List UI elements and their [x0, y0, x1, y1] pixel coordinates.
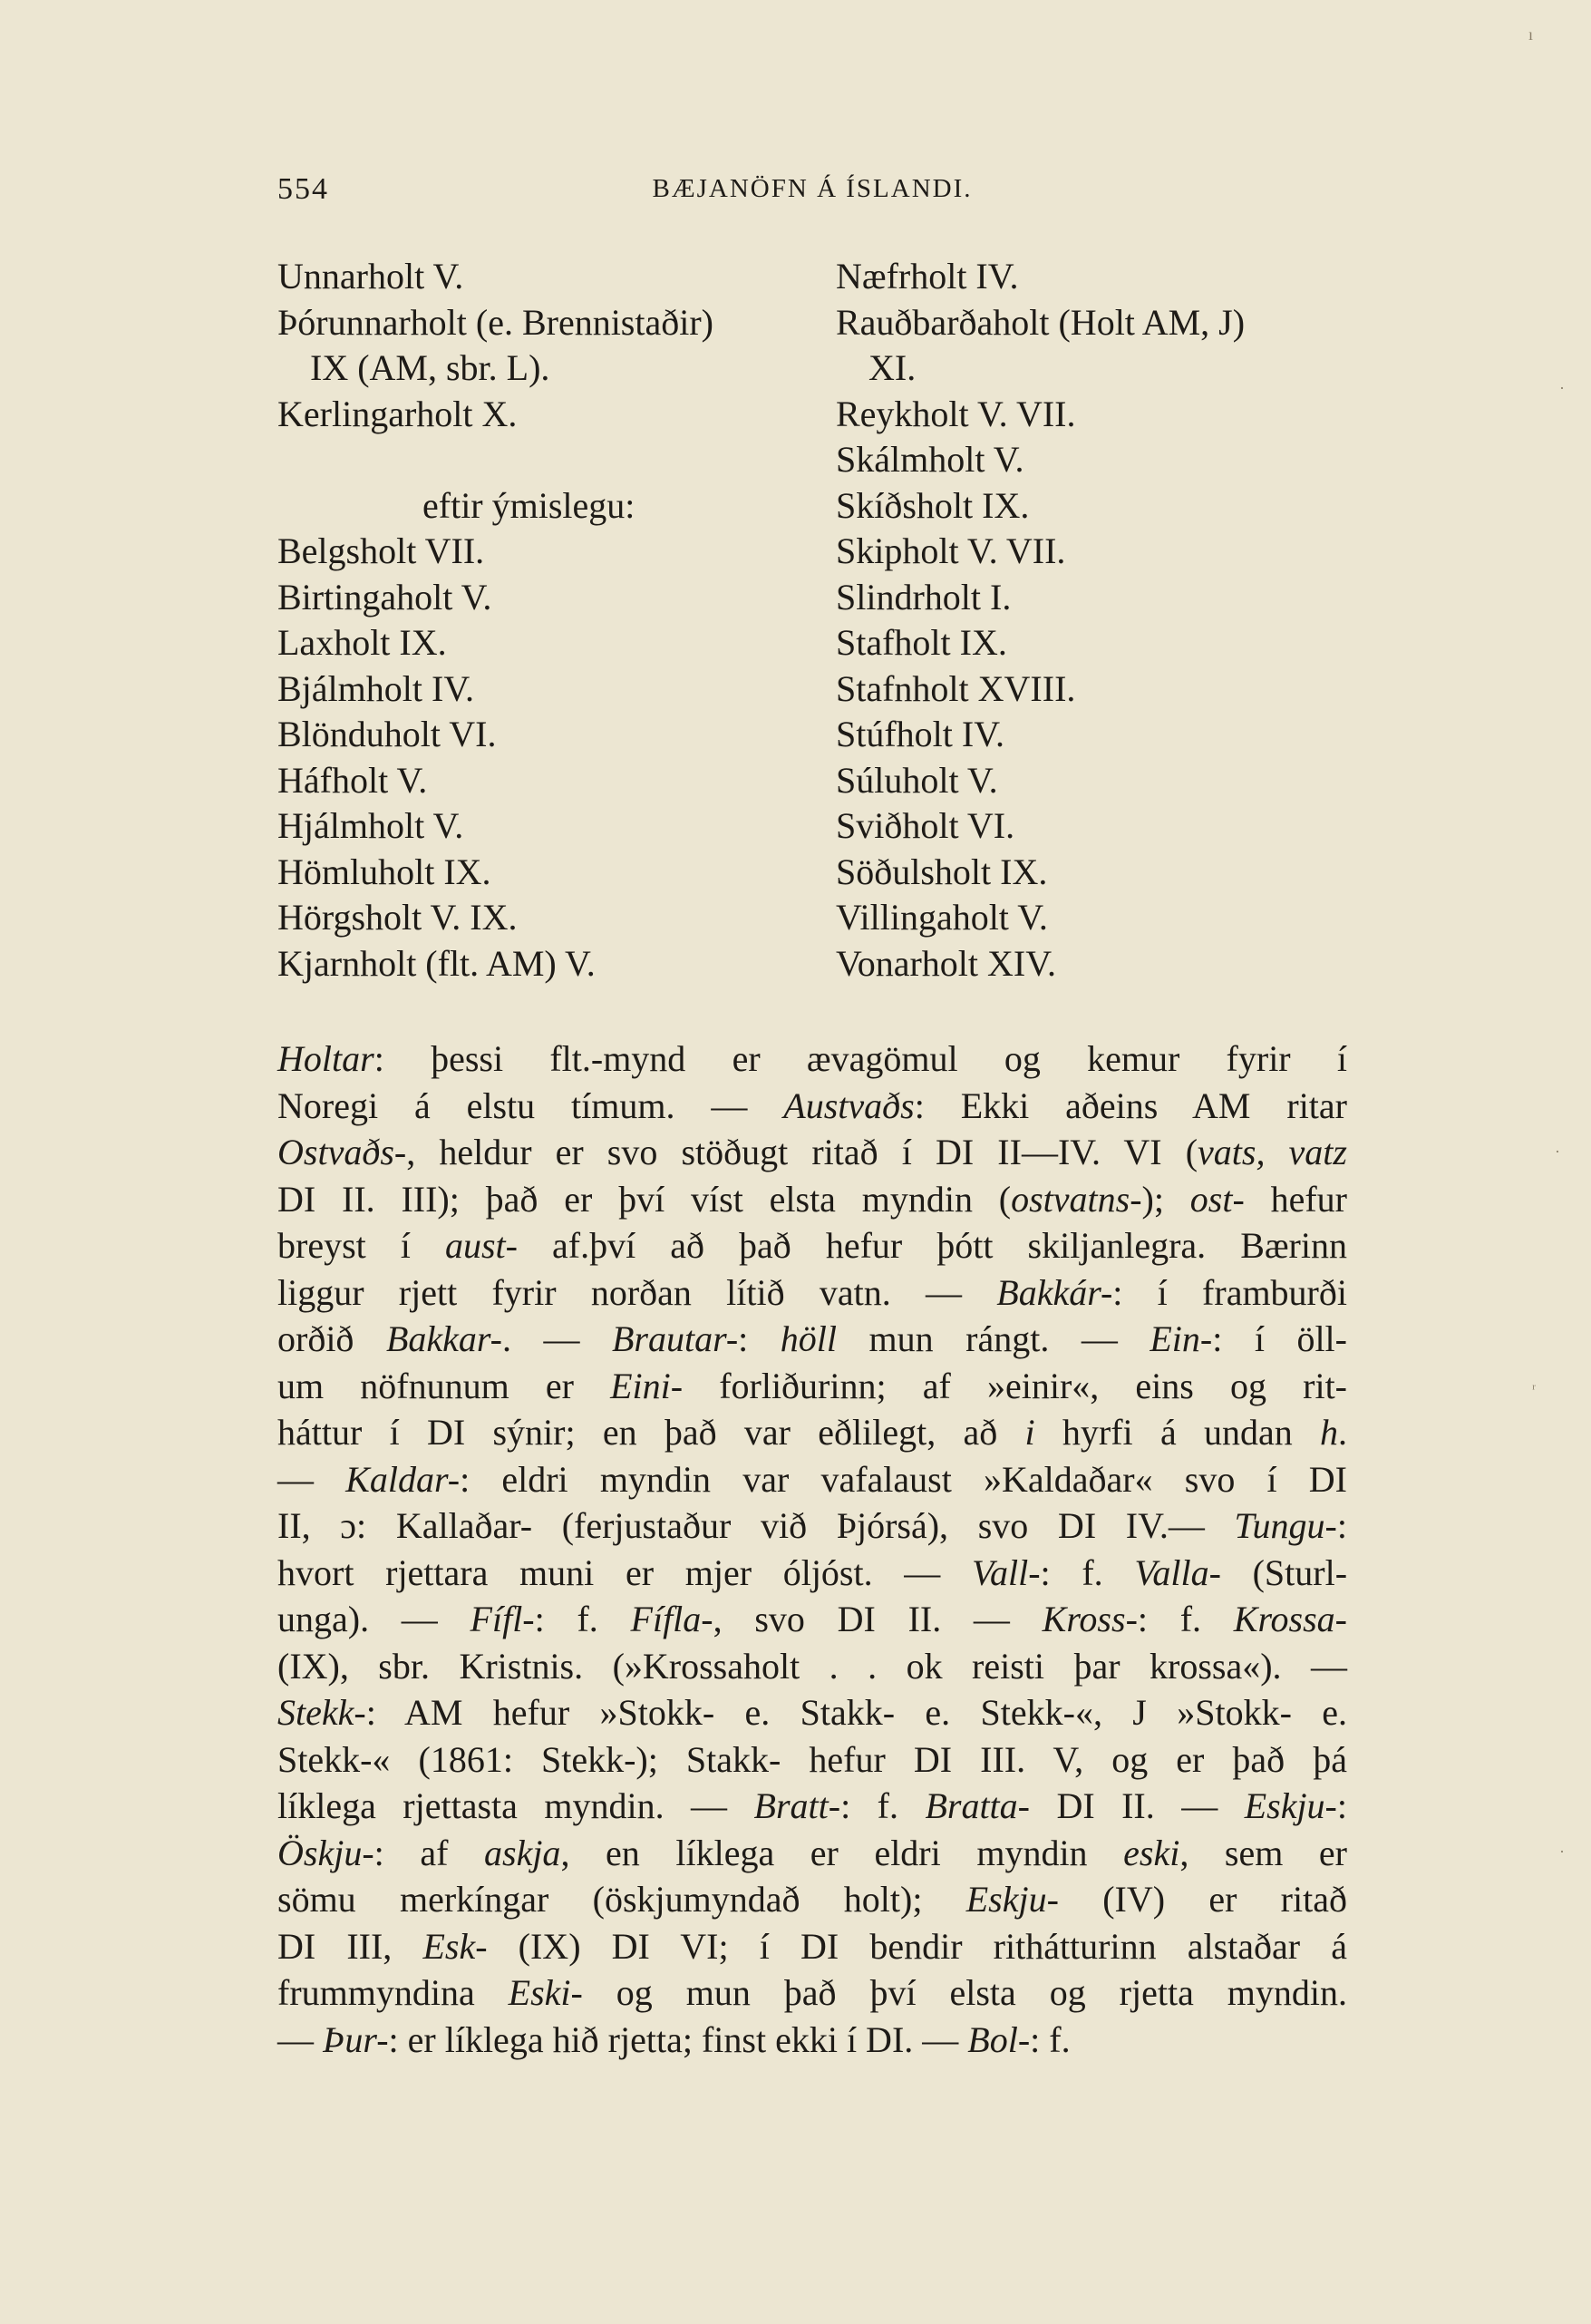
text-run: . —	[501, 1318, 612, 1359]
text-line	[277, 1596, 1347, 1643]
italic-term: Vall-	[971, 1551, 1041, 1593]
italic-term: aust-	[444, 1225, 518, 1266]
text-run: : í öll-	[1212, 1318, 1347, 1359]
text-line	[277, 1923, 1347, 1970]
text-run: .	[1338, 1412, 1348, 1453]
place-entry: Næfrholt IV.	[836, 256, 1019, 297]
left-place-list	[277, 254, 839, 987]
place-entry: Rauðbarðaholt (Holt AM, J)	[836, 301, 1246, 343]
text-run: líklega rjettasta myndin. —	[277, 1785, 754, 1826]
text-run: og mun það því elsta og rjetta myndin.	[582, 1972, 1347, 2013]
text-run: :	[1336, 1505, 1347, 1546]
place-entry: Stafnholt XVIII.	[836, 667, 1076, 709]
italic-term: Eskju-	[965, 1879, 1059, 1920]
text-line	[277, 1736, 1347, 1784]
italic-term: Austvaðs	[783, 1084, 915, 1126]
text-run: , svo DI II. —	[713, 1599, 1043, 1639]
place-entry: Slindrholt I.	[836, 576, 1012, 617]
italic-term: Fífl-	[470, 1599, 535, 1639]
text-run: : eldri myndin var vafalaust »Kaldaðar« svo í DI	[460, 1458, 1347, 1500]
place-entry: Reykholt V. VII.	[836, 393, 1076, 434]
place-entry: Stúfholt IV.	[836, 714, 1004, 754]
italic-term: Eini-	[610, 1365, 684, 1406]
text-line	[277, 1316, 1347, 1363]
text-run: forliðurinn; af »einir«, eins og rit-	[683, 1365, 1348, 1406]
text-run: : í framburði	[1112, 1271, 1347, 1313]
place-entry: Laxholt IX.	[277, 622, 447, 663]
text-run: DI II. —	[1029, 1785, 1245, 1826]
italic-term: Kaldar-	[345, 1458, 461, 1500]
page-number: 554	[277, 172, 329, 206]
text-line	[277, 1689, 1347, 1736]
text-run: (IV) er ritað	[1058, 1879, 1347, 1920]
text-run: : Ekki aðeins AM ritar	[914, 1084, 1347, 1126]
text-run: hefur	[1244, 1178, 1347, 1220]
text-run: sömu merkíngar (öskjumyndað holt);	[277, 1879, 966, 1920]
text-line	[277, 1176, 1347, 1223]
text-run: Noregi á elstu tímum. —	[277, 1084, 784, 1126]
text-run: DI II. III); það er því víst elsta myndin (	[277, 1178, 1012, 1220]
italic-term: Holtar	[277, 1038, 374, 1079]
text-run: (IX) DI VI; í DI bendir rithátturinn alstaðar á	[487, 1925, 1348, 1967]
place-entry: Birtingaholt V.	[277, 576, 492, 617]
place-entry: Vonarholt XIV.	[836, 942, 1056, 984]
text-line	[277, 1830, 1347, 1877]
text-line	[277, 1876, 1347, 1923]
italic-term: vats, vatz	[1198, 1132, 1347, 1172]
text-line	[277, 1222, 1347, 1269]
margin-speck: ᵣ	[1532, 1374, 1537, 1392]
place-entry: Kerlingarholt X.	[277, 393, 518, 434]
italic-term: Öskju-	[277, 1832, 374, 1873]
text-run: unga). —	[277, 1599, 471, 1639]
italic-term: Ostvaðs-	[277, 1132, 407, 1172]
italic-term: Krossa-	[1233, 1599, 1347, 1639]
place-entry: XI.	[868, 347, 917, 388]
italic-term: ost-	[1189, 1178, 1245, 1220]
place-entry: Stafholt IX.	[836, 622, 1007, 663]
margin-speck: ı	[1528, 25, 1534, 44]
right-place-list	[836, 254, 1380, 987]
text-run: : f.	[1040, 1551, 1135, 1593]
place-entry: Söðulsholt IX.	[836, 851, 1048, 892]
text-run: —	[277, 1458, 346, 1500]
italic-term: Stekk-	[277, 1692, 366, 1733]
running-title: BÆJANÖFN Á ÍSLANDI.	[652, 174, 973, 203]
italic-term: eski	[1123, 1832, 1180, 1873]
text-run: , heldur er svo stöðugt ritað í DI II—IV. VI (	[406, 1132, 1198, 1172]
text-run: háttur í DI sýnir; en það var eðlilegt, að	[277, 1412, 1025, 1453]
text-line	[277, 1409, 1347, 1456]
text-run: : af	[373, 1832, 484, 1873]
italic-term: Valla-	[1134, 1551, 1221, 1593]
place-entry: Súluholt V.	[836, 759, 998, 801]
text-run: II, ɔ: Kallaðar- (ferjustaður við Þjórsá), svo DI IV.—	[277, 1505, 1235, 1546]
text-run: : f.	[1137, 1599, 1234, 1639]
margin-speck: ·	[1559, 1843, 1565, 1861]
place-entry: Villingaholt V.	[836, 897, 1048, 938]
place-entry: Skálmholt V.	[836, 439, 1024, 480]
italic-term: Ein-	[1150, 1318, 1213, 1359]
text-line	[277, 1969, 1347, 2017]
text-run: hyrfi á undan	[1034, 1412, 1321, 1453]
place-entry: Unnarholt V.	[277, 256, 464, 297]
italic-term: Fífla-	[630, 1599, 713, 1639]
place-entry: Kjarnholt (flt. AM) V.	[277, 942, 596, 984]
italic-term: Eski-	[508, 1972, 583, 2013]
text-line	[277, 1129, 1347, 1176]
italic-term: Eskju-	[1244, 1785, 1337, 1826]
italic-term: Þur-	[323, 2018, 389, 2060]
place-entry: Þórunnarholt (e. Brennistaðir)	[277, 301, 713, 343]
text-line	[277, 1036, 1347, 1083]
text-run: :	[738, 1318, 781, 1359]
commentary-text	[277, 1036, 1347, 2063]
text-line	[277, 2017, 1347, 2064]
text-line	[277, 1502, 1347, 1550]
text-run: af.því að það hefur þótt skiljanlegra. Bærinn	[517, 1225, 1347, 1266]
text-run: :	[1336, 1785, 1347, 1826]
place-entry: Bjálmholt IV.	[277, 667, 475, 709]
italic-term: i	[1024, 1412, 1035, 1453]
italic-term: Kross-	[1042, 1599, 1138, 1639]
section-subheading: eftir ýmislegu:	[422, 484, 635, 526]
text-run: —	[277, 2018, 323, 2060]
text-run: : AM hefur »Stokk- e. Stakk- e. Stekk-«, J »Stokk- e.	[365, 1692, 1347, 1733]
italic-term: ostvatns-	[1011, 1178, 1142, 1220]
place-entry: Belgsholt VII.	[277, 530, 485, 571]
text-run: : f.	[840, 1785, 926, 1826]
text-run: breyst í	[277, 1225, 445, 1266]
text-run: : þessi flt.-mynd er ævagömul og kemur fyrir í	[373, 1038, 1347, 1079]
italic-term: Bratt-	[753, 1785, 841, 1826]
place-entry: Skíðsholt IX.	[836, 484, 1030, 526]
text-line	[277, 1456, 1347, 1503]
text-run: DI III,	[277, 1925, 423, 1967]
italic-term: Bratta-	[925, 1785, 1030, 1826]
text-run: : er líklega hið rjetta; finst ekki í DI. —	[388, 2018, 968, 2060]
text-line	[277, 1783, 1347, 1830]
text-line	[277, 1363, 1347, 1410]
margin-speck: ·	[1555, 1143, 1560, 1161]
text-run: frummyndina	[277, 1972, 509, 2013]
text-line	[277, 1083, 1347, 1130]
text-run: : f.	[534, 1599, 631, 1639]
text-line	[277, 1643, 1347, 1690]
text-line	[277, 1550, 1347, 1597]
place-entry: Skipholt V. VII.	[836, 530, 1066, 571]
italic-term: Esk-	[422, 1925, 488, 1967]
text-run: );	[1141, 1178, 1190, 1220]
italic-term: Tungu-	[1234, 1505, 1337, 1546]
italic-term: höll	[780, 1318, 838, 1359]
text-run: (IX), sbr. Kristnis. (»Krossaholt . . ok reisti þar krossa«). —	[277, 1645, 1347, 1687]
italic-term: askja	[484, 1832, 561, 1873]
text-run: orðið	[277, 1318, 386, 1359]
place-entry: Hjálmholt V.	[277, 805, 464, 846]
place-entry: IX (AM, sbr. L).	[310, 347, 550, 388]
text-run: , en líklega er eldri myndin	[560, 1832, 1124, 1873]
italic-term: Brautar-	[611, 1318, 739, 1359]
italic-term: h	[1320, 1412, 1339, 1453]
text-line	[277, 1269, 1347, 1317]
italic-term: Bakkar-	[385, 1318, 502, 1359]
place-entry: Blönduholt VI.	[277, 714, 497, 754]
place-entry	[277, 437, 839, 483]
italic-term: Bol-	[967, 2018, 1031, 2060]
text-run: um nöfnunum er	[277, 1365, 611, 1406]
place-entry: Hörgsholt V. IX.	[277, 897, 518, 938]
text-run: Stekk-« (1861: Stekk-); Stakk- hefur DI III. V, og er það þá	[277, 1738, 1347, 1780]
text-run: mun rángt. —	[837, 1318, 1150, 1359]
place-entry: Háfholt V.	[277, 759, 428, 801]
text-run: , sem er	[1179, 1832, 1348, 1873]
text-run: : f.	[1030, 2018, 1071, 2060]
place-entry: Hömluholt IX.	[277, 851, 491, 892]
text-run: liggur rjett fyrir norðan lítið vatn. —	[277, 1271, 997, 1313]
italic-term: Bakkár-	[996, 1271, 1113, 1313]
text-run: (Sturl-	[1220, 1551, 1348, 1593]
text-run: hvort rjettara muni er mjer óljóst. —	[277, 1551, 972, 1593]
margin-speck: ·	[1559, 379, 1565, 397]
place-entry: Sviðholt VI.	[836, 805, 1015, 846]
